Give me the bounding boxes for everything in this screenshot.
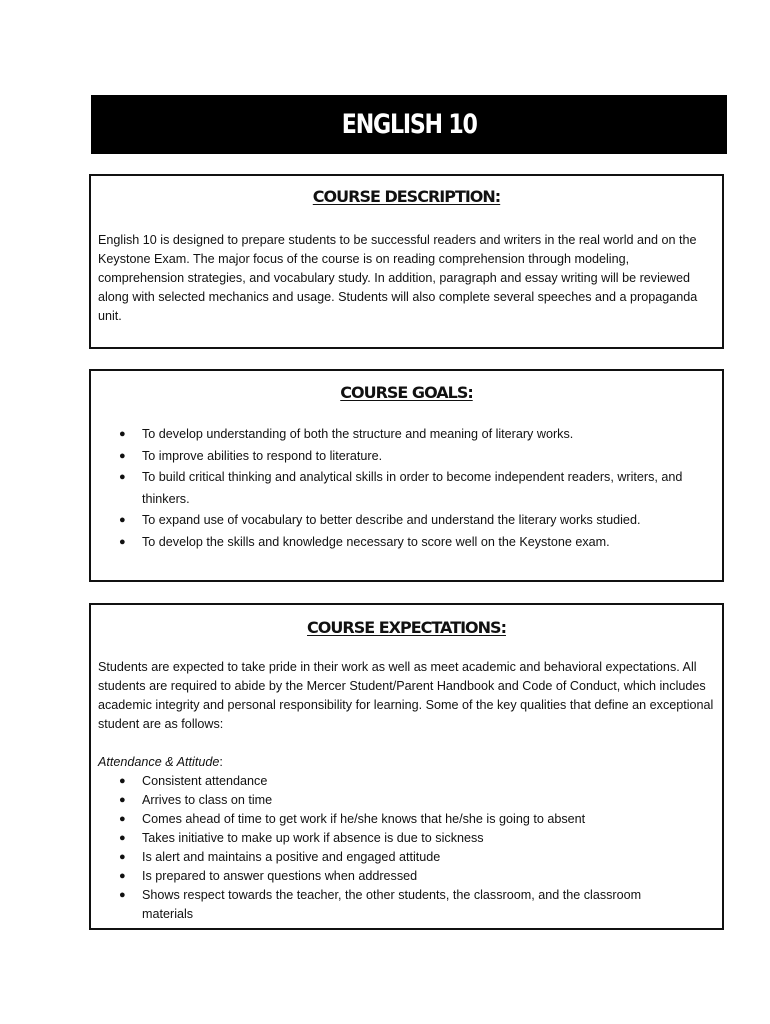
course-expectations-intro: Students are expected to take pride in their work as well as meet academic and behavioral expectations. All students are required to abide by the Mercer Student/Parent Handbook and Code of Conduct, which includes academic integrity and personal responsibility for learning. Some of the key qualities that define an exceptional student are as follows: [98,660,714,731]
bullet-icon: ● [119,870,126,882]
goal-text: To develop the skills and knowledge necessary to score well on the Keystone exam. [142,534,610,549]
goal-item [91,424,714,446]
course-description-section [89,174,724,349]
goal-text: To improve abilities to respond to literature. [142,448,383,463]
bullet-icon: ● [119,449,126,462]
bullet-icon: ● [119,514,126,526]
expectation-item [91,886,692,924]
expectation-item [91,848,692,867]
page-title: ENGLISH 10 [341,109,477,140]
expectation-item [91,772,692,791]
bullet-icon: ● [119,535,126,548]
course-goals-section [89,369,724,582]
goal-item [91,532,714,554]
expectation-text: Takes initiative to make up work if absence is due to sickness [142,831,484,845]
expectation-text: Consistent attendance [142,774,268,788]
bullet-icon: ● [119,794,126,806]
expectation-item [91,791,692,810]
goal-text: To expand use of vocabulary to better describe and understand the literary works studied. [142,513,641,527]
expectation-text: Arrives to class on time [142,793,273,807]
expectation-item [91,829,692,848]
bullet-icon: ● [119,832,126,844]
attendance-attitude-heading [98,753,223,772]
goal-text: To build critical thinking and analytical skills in order to become independent readers, writers, and thinkers. [142,470,683,506]
bullet-icon: ● [119,851,126,863]
goal-item [91,446,714,468]
course-goals-heading: COURSE GOALS: [340,383,473,402]
expectation-text: Shows respect towards the teacher, the other students, the classroom, and the classroom materials [142,888,642,921]
expectation-item [91,867,692,886]
goal-item [91,467,714,510]
goal-text: To develop understanding of both the structure and meaning of literary works. [142,427,574,441]
bullet-icon: ● [119,889,126,901]
bullet-icon: ● [119,813,126,825]
bullet-icon: ● [119,471,126,483]
attendance-attitude-label: Attendance & Attitude [98,755,220,769]
expectation-text: Is prepared to answer questions when addressed [142,869,418,883]
goal-item [91,510,714,532]
course-description-text: English 10 is designed to prepare students to be successful readers and writers in the real world and on the Keystone Exam. The major focus of the course is on reading comprehension through modeling, comprehension strategies, and vocabulary study. In addition, paragraph and essay writing will be reviewed along with selected mechanics and usage. Students will also complete several speeches and a propaganda unit. [98,233,698,323]
title-banner [91,95,727,154]
course-description-heading: COURSE DESCRIPTION: [312,187,501,206]
expectation-text: Comes ahead of time to get work if he/she knows that he/she is going to absent [142,812,586,826]
bullet-icon: ● [119,775,126,787]
course-goals-list [91,424,714,553]
attendance-attitude-colon: : [219,755,223,769]
course-expectations-section [89,603,724,930]
expectation-text: Is alert and maintains a positive and engaged attitude [142,850,441,864]
course-expectations-heading: COURSE EXPECTATIONS: [307,618,506,637]
bullet-icon: ● [119,428,126,440]
expectation-item [91,810,692,829]
attendance-attitude-list [91,772,692,924]
